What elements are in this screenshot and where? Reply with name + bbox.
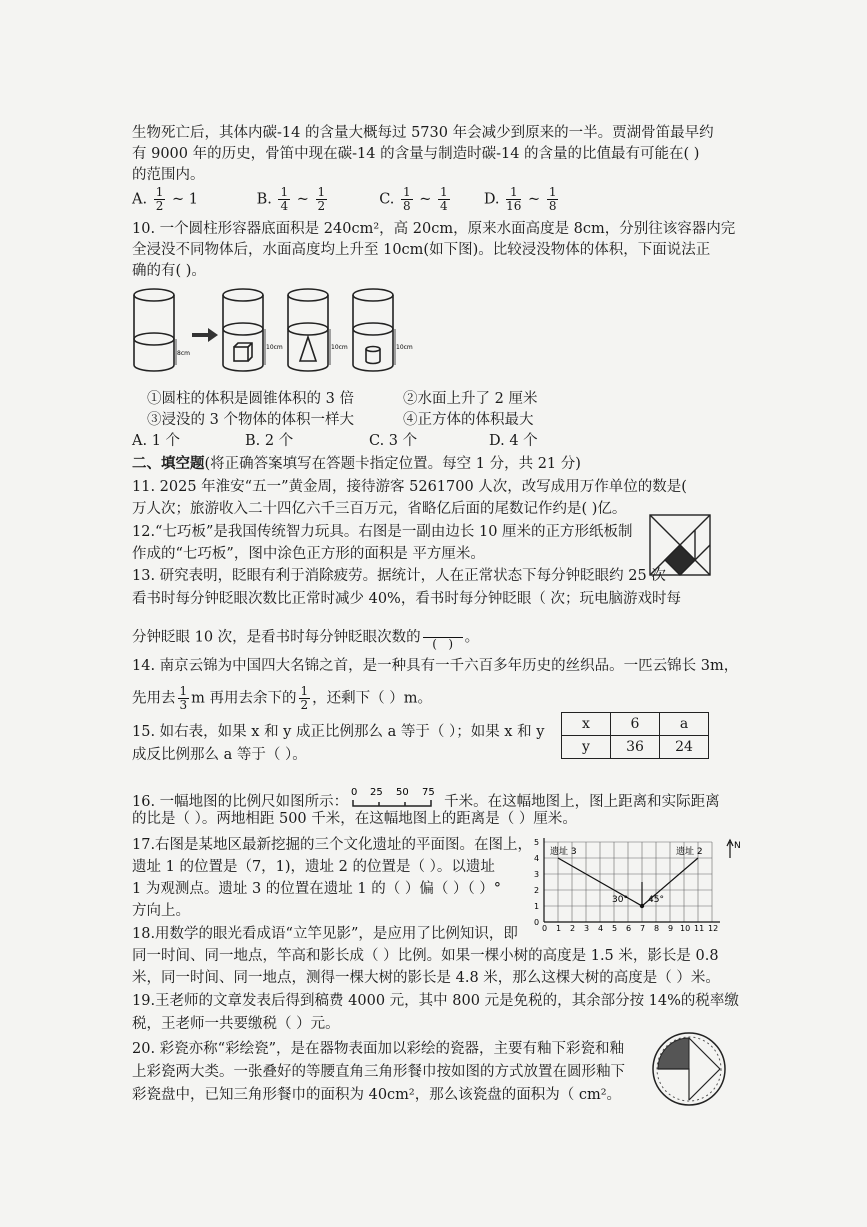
q11-line1: 11. 2025 年淮安“五一”黄金周，接待游客 5261700 人次，改写成用万作单位的数是(: [132, 479, 687, 495]
q10-line2: 全浸没不同物体后，水面高度均上升至 10cm(如下图)。比较浸没物体的体积，下面说法正: [132, 242, 711, 258]
q18-line2: 同一时间、同一地点，竿高和影长成（ ）比例。如果一棵小树的高度是 1.5 米，影长是 0.8: [132, 948, 719, 964]
fraction: $\frac{1}{2}$: [300, 684, 309, 712]
q9-line2: 有 9000 年的历史，骨笛中现在碳-14 的含量与制造时碳-14 的含量的比值最有可能在( ): [132, 146, 700, 162]
q16-line2: 的比是（ ）。两地相距 500 千米，在这幅地图上的距离是（ ）厘米。: [132, 811, 577, 827]
q13-text: 分钟眨眼 10 次，是看书时每分钟眨眼次数的: [132, 629, 421, 646]
x-tick: 10: [680, 924, 691, 932]
table-row: [562, 736, 709, 759]
q10-statement-3: ③浸没的 3 个物体的体积一样大: [147, 412, 354, 428]
q19-line2: 税，王老师一共要缴税（ ）元。: [132, 1016, 340, 1032]
x-tick: 12: [708, 924, 719, 932]
q10-line1: 10. 一个圆柱形容器底面积是 240cm²，高 20cm，原来水面高度是 8cm，分别往该容器内完: [132, 221, 736, 237]
q18-line1: 18.用数学的眼光看成语“立竿见影”，是应用了比例知识，即: [132, 926, 518, 942]
table-cell: x: [562, 713, 611, 736]
q9-options: [132, 186, 604, 213]
option-b-label: B.: [256, 191, 272, 208]
x-tick: 0: [542, 924, 548, 932]
q20-line3: 彩瓷盘中，已知三角形餐巾的面积为 40cm²，那么该瓷盘的面积为（ cm²。: [132, 1087, 622, 1103]
q16-text-b: 千米。在这幅地图上，图上距离和实际距离: [444, 794, 720, 810]
fraction: $\frac{1}{2}$: [155, 185, 164, 213]
q13-line1: 13. 研究表明，眨眼有利于消除疲劳。据统计，人在正常状态下每分钟眨眼约 25 次: [132, 568, 666, 584]
scale-tick: 0: [351, 787, 358, 798]
fraction: $\frac{1}{8}$: [548, 185, 557, 213]
y-tick: 0: [534, 918, 540, 927]
section-heading: [132, 455, 581, 473]
q17-line2: 遗址 1 的位置是（7，1)，遗址 2 的位置是（ ）。以遗址: [132, 859, 495, 875]
tilde: ~: [528, 191, 541, 208]
q10-statement-4: ④正方体的体积最大: [403, 412, 534, 428]
q14-line2: [132, 685, 432, 712]
y-tick: 2: [534, 886, 540, 895]
cylinders-figure: [130, 285, 420, 385]
height-label: 10cm: [331, 344, 348, 351]
fraction: $\frac{1}{3}$: [179, 684, 188, 712]
tilde: ~: [296, 191, 309, 208]
q13-line2: 看书时每分钟眨眼次数比正常时减少 40%，看书时每分钟眨眼（ 次；玩电脑游戏时每: [132, 591, 681, 607]
site-grid-chart: [530, 836, 750, 932]
q15-line2: 成反比例那么 a 等于（ ）。: [132, 747, 307, 763]
q17-line1: 17.右图是某地区最新挖掘的三个文化遗址的平面图。在图上，: [132, 837, 533, 853]
height-label: 10cm: [396, 344, 413, 351]
q12-line2: 作成的“七巧板”，图中涂色正方形的面积是 平方厘米。: [132, 546, 485, 562]
map-scale-bar: [348, 786, 444, 810]
height-label: 8cm: [177, 350, 190, 357]
site-1-point: [640, 904, 644, 908]
y-tick: 4: [534, 854, 540, 863]
q15-line1: 15. 如右表，如果 x 和 y 成正比例那么 a 等于（ ）；如果 x 和 y: [132, 724, 545, 740]
angle-label: 30°: [612, 895, 628, 905]
x-tick: 3: [584, 924, 590, 932]
q20-line1: 20. 彩瓷亦称“彩绘瓷”，是在器物表面加以彩绘的瓷器，主要有釉下彩瓷和釉: [132, 1041, 624, 1057]
table-cell: y: [562, 736, 611, 759]
fraction: $\frac{1}{16}$: [506, 185, 522, 213]
scale-tick: 50: [396, 787, 409, 798]
blank-fraction: ( ): [423, 624, 463, 651]
xy-table: [561, 712, 709, 759]
q13-end: 。: [464, 629, 480, 646]
plate-figure: [650, 1030, 728, 1108]
table-cell: 6: [611, 713, 660, 736]
q10-option-b: B. 2 个: [245, 433, 294, 449]
q11-line2: 万人次；旅游收入二十四亿六千三百万元，省略亿后面的尾数记作约是( )亿。: [132, 501, 627, 517]
q14-line1: 14. 南京云锦为中国四大名锦之首，是一种具有一千六百多年历史的丝织品。一匹云锦长 3m，: [132, 658, 739, 674]
site-3-label: 遗址 3: [550, 847, 577, 857]
x-tick: 2: [570, 924, 576, 932]
x-tick: 5: [612, 924, 618, 932]
q10-option-c: C. 3 个: [369, 433, 418, 449]
x-tick: 4: [598, 924, 604, 932]
option-c-label: C.: [379, 191, 395, 208]
option-a-label: A.: [132, 191, 148, 208]
angle-label: 45°: [648, 895, 664, 905]
section-note: (将正确答案填写在答题卡指定位置。每空 1 分，共 21 分): [204, 456, 581, 472]
q10-statement-1: ①圆柱的体积是圆锥体积的 3 倍: [147, 391, 354, 407]
x-tick: 6: [626, 924, 632, 932]
scale-tick: 75: [422, 787, 435, 798]
x-tick: 1: [556, 924, 562, 932]
q9-line1: 生物死亡后，其体内碳-14 的含量大概每过 5730 年会减少到原来的一半。贾湖骨笛最早约: [132, 125, 714, 141]
fraction: $\frac{1}{8}$: [403, 185, 411, 213]
fraction: $\frac{1}{2}$: [317, 185, 326, 213]
table-cell: 24: [660, 736, 709, 759]
q10-option-a: A. 1 个: [132, 433, 181, 449]
q14-text-b: m 再用去余下的: [191, 690, 297, 707]
q13-line3: [132, 624, 479, 651]
q16-text-a: 16. 一幅地图的比例尺如图所示：: [132, 794, 349, 810]
q20-line2: 上彩瓷两大类。一张叠好的等腰直角三角形餐巾按如图的方式放置在圆形釉下: [132, 1064, 625, 1080]
q19-line1: 19.王老师的文章发表后得到稿费 4000 元，其中 800 元是免税的，其余部分按 14%的税率缴: [132, 993, 739, 1009]
q14-text-c: ，还剩下（ ）m。: [312, 690, 432, 707]
option-d-label: D.: [483, 191, 500, 208]
q17-line4: 方向上。: [132, 903, 190, 919]
table-cell: 36: [611, 736, 660, 759]
table-cell: a: [660, 713, 709, 736]
q14-text-a: 先用去: [132, 690, 176, 707]
fraction: $\frac{1}{4}$: [440, 185, 448, 213]
height-label: 10cm: [266, 344, 283, 351]
q12-line1: 12.“七巧板”是我国传统智力玩具。右图是一副由边长 10 厘米的正方形纸板制: [132, 524, 633, 540]
q16-line1: [132, 786, 720, 811]
q10-line3: 确的有( )。: [132, 263, 206, 279]
x-tick: 8: [654, 924, 660, 932]
x-tick: 7: [640, 924, 646, 932]
y-tick: 1: [534, 902, 540, 911]
q9-line3: 的范围内。: [132, 167, 205, 183]
x-tick: 9: [668, 924, 674, 932]
site-2-label: 遗址 2: [676, 847, 703, 857]
y-tick: 3: [534, 870, 540, 879]
q10-option-d: D. 4 个: [489, 433, 538, 449]
q10-statement-2: ②水面上升了 2 厘米: [403, 391, 538, 407]
q18-line3: 米，同一时间、同一地点，测得一棵大树的影长是 4.8 米，那么这棵大树的高度是（ ）米。: [132, 970, 720, 986]
tilde: ~: [419, 191, 432, 208]
table-row: [562, 713, 709, 736]
scale-tick: 25: [370, 787, 383, 798]
north-label: N: [734, 841, 741, 851]
y-tick: 5: [534, 838, 540, 847]
section-title: 二、填空题: [132, 455, 205, 472]
fraction: $\frac{1}{4}$: [280, 185, 289, 213]
option-a-tail: ~ 1: [171, 191, 198, 208]
q17-line3: 1 为观测点。遗址 3 的位置在遗址 1 的（ ）偏（ ）（ ）°: [132, 881, 502, 897]
x-tick: 11: [694, 924, 705, 932]
